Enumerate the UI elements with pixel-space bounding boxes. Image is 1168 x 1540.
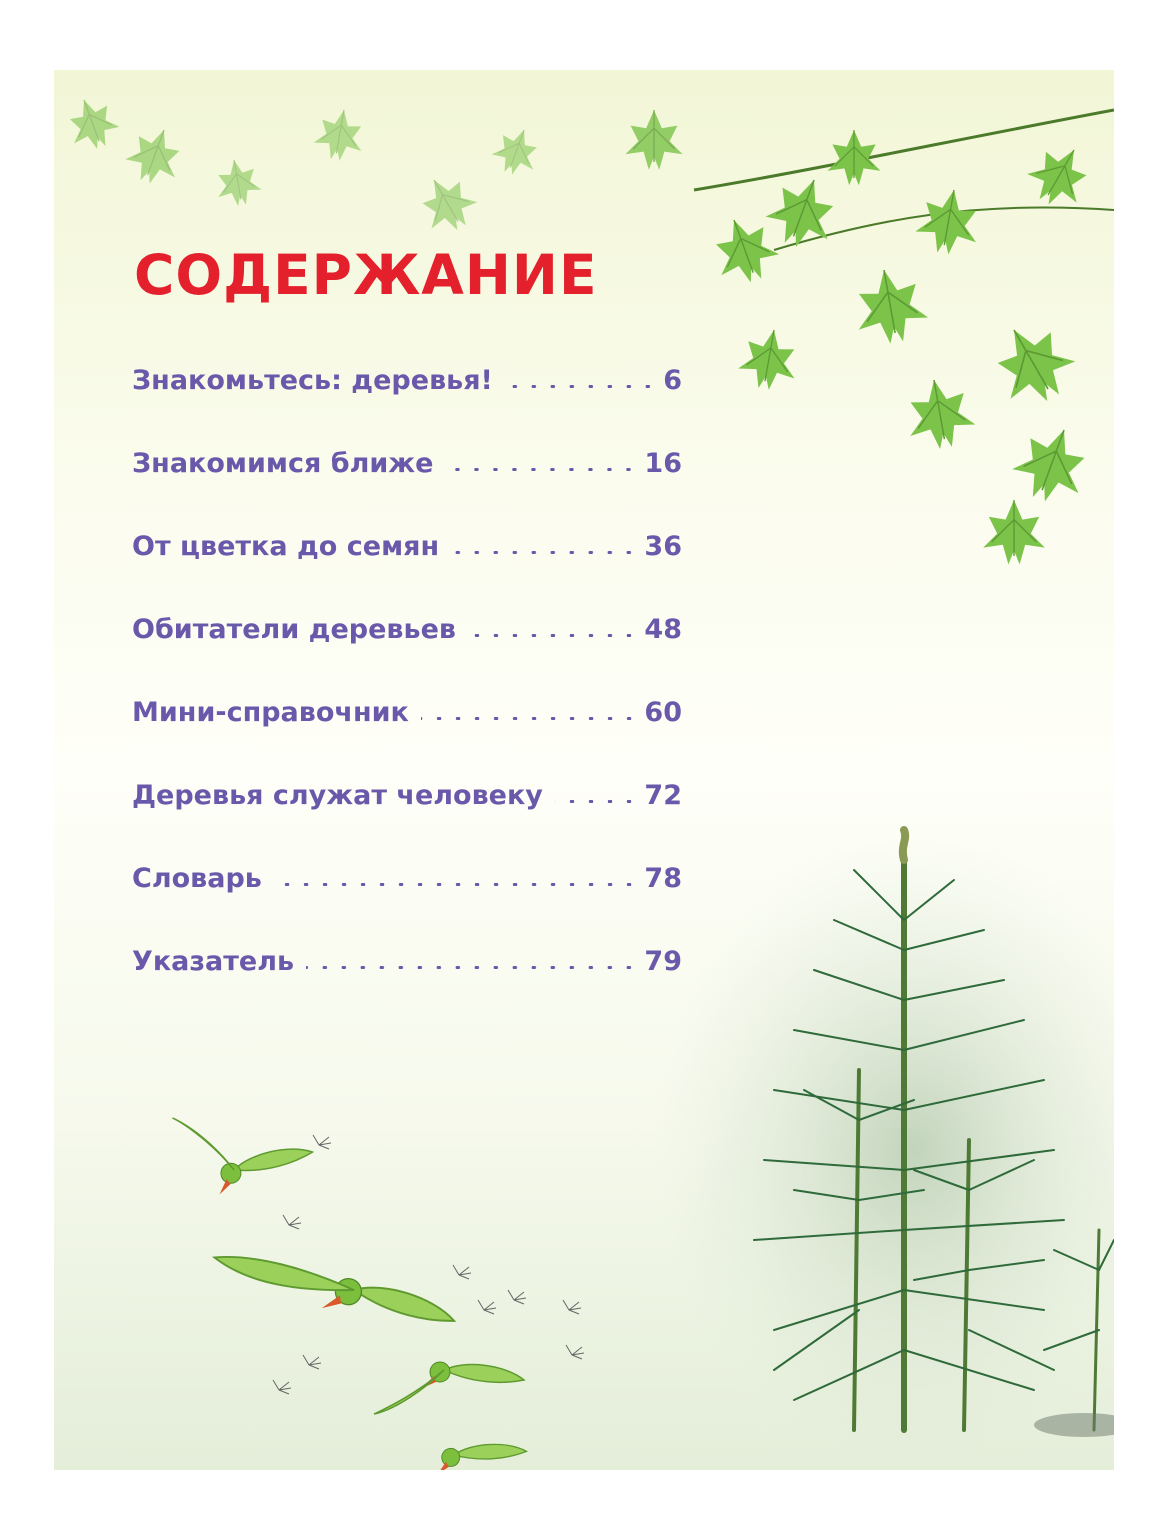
toc-entry-title: Мини-справочник (132, 697, 409, 728)
toc-entry-title: Знакомимся ближе (132, 448, 434, 479)
toc-entry-page: 72 (644, 780, 682, 811)
toc-entry[interactable] (132, 863, 682, 946)
toc-entry[interactable] (132, 448, 682, 531)
toc-entry[interactable] (132, 365, 682, 448)
toc-entry[interactable] (132, 531, 682, 614)
toc-leader-dots (274, 883, 639, 886)
toc-entry-title: Деревья служат человеку (132, 780, 543, 811)
toc-entry-page: 78 (644, 863, 682, 894)
page-title: СОДЕРЖАНИЕ (134, 243, 598, 307)
toc-entry-title: От цветка до семян (132, 531, 440, 562)
toc-entry[interactable] (132, 614, 682, 697)
toc-leader-dots (505, 385, 657, 388)
contents-page (54, 70, 1114, 1470)
toc-entry[interactable] (132, 946, 682, 1029)
mist-background (654, 830, 1114, 1470)
toc-entry-page: 60 (644, 697, 682, 728)
toc-entry-page: 16 (644, 448, 682, 479)
toc-leader-dots (421, 717, 639, 720)
toc-entry[interactable] (132, 780, 682, 863)
toc-entry-title: Знакомьтесь: деревья! (132, 365, 493, 396)
toc-entry-page: 6 (663, 365, 682, 396)
maple-seeds-illustration (172, 1077, 584, 1470)
toc-entry-page: 48 (644, 614, 682, 645)
toc-entry-page: 79 (644, 946, 682, 977)
toc-leader-dots (445, 468, 638, 471)
toc-leader-dots (555, 800, 639, 803)
toc-entry[interactable] (132, 697, 682, 780)
toc-entry-title: Словарь (132, 863, 262, 894)
table-of-contents (132, 365, 682, 1029)
toc-leader-dots (306, 966, 638, 969)
toc-entry-page: 36 (644, 531, 682, 562)
toc-leader-dots (451, 551, 638, 554)
toc-entry-title: Обитатели деревьев (132, 614, 456, 645)
toc-leader-dots (468, 634, 638, 637)
toc-entry-title: Указатель (132, 946, 295, 977)
